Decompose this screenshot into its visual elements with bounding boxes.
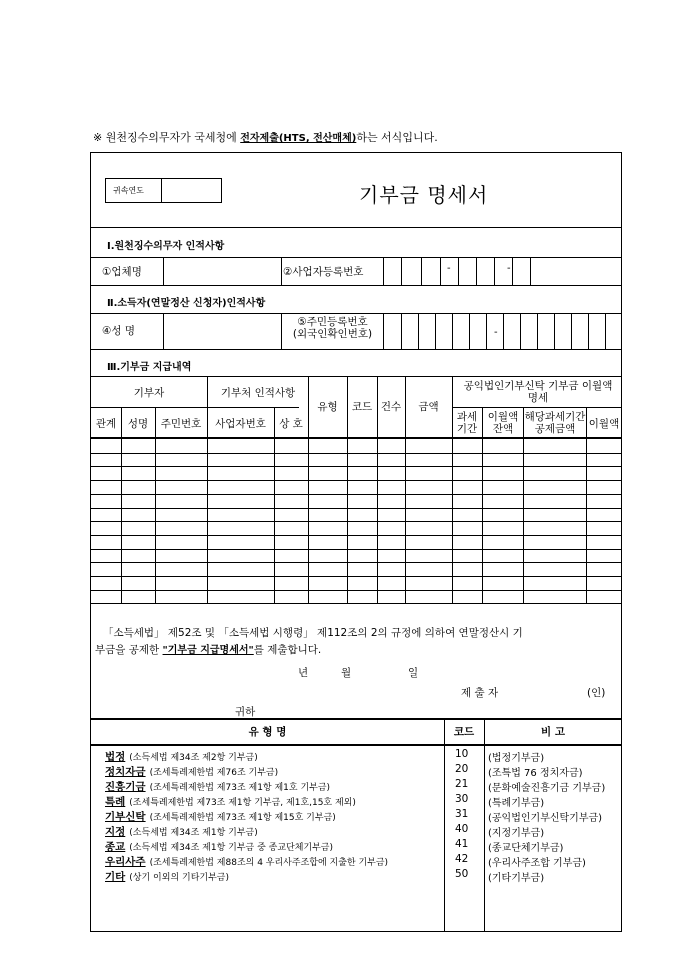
type-desc: (조세특례제한법 제73조 제1항 제1호 기부금)	[149, 783, 331, 793]
type-desc: (조세특례제한법 제76조 기부금)	[149, 768, 279, 778]
type-note: (특례기부금)	[488, 798, 545, 809]
grid-row-line	[91, 453, 622, 454]
section1-title: Ⅰ.원천징수의무자 인적사항	[107, 241, 225, 252]
type-name: 지정	[105, 826, 126, 838]
date-year: 년	[298, 667, 309, 679]
c-deduct: 해당과세기간공제금액	[524, 411, 586, 435]
type-note: (법정기부금)	[488, 753, 545, 764]
type-name: 우리사주	[105, 856, 146, 868]
type-code: 30	[455, 793, 469, 805]
type-note: (조특법 76 정치자금)	[488, 768, 583, 779]
company-field[interactable]	[164, 258, 281, 284]
type-row	[105, 854, 388, 869]
type-code: 21	[455, 778, 469, 790]
type-row	[105, 824, 258, 839]
grid-row-line	[91, 494, 622, 495]
type-code: 20	[455, 763, 469, 775]
c-carry: 이월액잔액	[487, 411, 519, 435]
h-code: 코드	[351, 401, 373, 413]
grid-row-line	[91, 466, 622, 467]
type-name: 기부신탁	[105, 811, 146, 823]
grid-row-line	[91, 590, 622, 591]
type-note: (지정기부금)	[488, 828, 545, 839]
company-label: ①업체명	[102, 266, 142, 278]
type-name: 진흥기금	[105, 781, 146, 793]
section3-title: Ⅲ.기부금 지급내역	[107, 362, 192, 373]
rrn-field[interactable]	[384, 314, 622, 348]
grid-row-line	[91, 562, 622, 563]
year-box[interactable]	[105, 178, 222, 203]
type-row	[105, 809, 336, 824]
date-day: 일	[408, 667, 419, 679]
grid-row-line	[91, 480, 622, 481]
grid-row-line	[91, 521, 622, 522]
h-amount: 금액	[418, 401, 439, 413]
type-name: 특례	[105, 796, 126, 808]
type-row	[105, 749, 258, 764]
tt-h-note: 비 고	[541, 726, 565, 738]
type-code: 42	[455, 853, 469, 865]
declaration-line1: 「소득세법」 제52조 및 「소득세법 시행령」 제112조의 2의 규정에 의하여 연말정산시 기	[103, 627, 523, 639]
type-note: (기타기부금)	[488, 873, 545, 884]
type-code: 10	[455, 748, 469, 760]
c-bizno: 사업자번호	[215, 418, 266, 430]
type-desc: (소득세법 제34조 제2항 기부금)	[129, 753, 258, 763]
type-code: 50	[455, 868, 469, 880]
date-month: 월	[341, 667, 352, 679]
type-note: (공익법인기부신탁기부금)	[488, 813, 603, 824]
bizno-label: ②사업자등록번호	[283, 266, 364, 278]
type-name: 종교	[105, 841, 126, 853]
bizno-field[interactable]	[384, 258, 622, 284]
name-field[interactable]	[164, 314, 281, 348]
notice-text: ※ 원천징수의무자가 국세청에 전자제출(HTS, 전산매체)하는 서식입니다.	[93, 131, 438, 144]
type-code: 40	[455, 823, 469, 835]
type-name: 법정	[105, 751, 126, 763]
seal-mark: (인)	[587, 687, 606, 699]
grid-row-line	[91, 535, 622, 536]
h-type: 유형	[317, 401, 338, 413]
submitter-label: 제 출 자	[461, 687, 499, 699]
grid-row-line	[91, 576, 622, 577]
c-period: 과세기간	[456, 411, 478, 435]
type-row	[105, 794, 356, 809]
type-desc: (상기 이외의 기타기부금)	[129, 873, 229, 883]
h-recipient: 기부처 인적사항	[220, 387, 296, 399]
section2-title: Ⅱ.소득자(연말정산 신청자)인적사항	[107, 298, 266, 309]
year-label: 귀속연도	[113, 186, 144, 195]
c-trade: 상 호	[279, 418, 303, 430]
c-relation: 관계	[95, 418, 117, 430]
c-next: 이월액	[588, 418, 620, 430]
c-name: 성명	[127, 418, 149, 430]
type-desc: (소득세법 제34조 제1항 기부금)	[129, 828, 258, 838]
type-name: 정치자금	[105, 766, 146, 778]
type-code: 31	[455, 808, 469, 820]
type-desc: (소득세법 제34조 제1항 기부금 중 종교단체기부금)	[129, 843, 333, 853]
type-note: (우리사주조합 기부금)	[488, 858, 586, 869]
type-name: 기타	[105, 871, 126, 883]
h-count: 건수	[380, 401, 402, 413]
tt-h-type: 유 형 명	[248, 726, 287, 738]
h-trust: 공익법인기부신탁 기부금 이월액 명세	[463, 380, 613, 404]
type-row	[105, 764, 278, 779]
form-frame: 귀속연도 기부금 명세서 Ⅰ.원천징수의무자 인적사항 ①업체명 ②사업자등록번호 - - Ⅱ.소득자(연말정산 신청자)인적사항 ④성 명 ⑤주민등록번호 (외국인확인번호) - Ⅲ.기부금 지급내역 기부자 기부처 인적사항 유형 코드 건수 금액 공익법인기부신탁 기부금 이월액 명세 관계 성명 주민번호 사업자번호 상 호 과세기간 이월액잔액 해당과세기간공제금액 이월액 「소득세법」 제52조 및 「소득세법 시행령」 제112조의 2의 규정에 의하여 연말정산시 기 부금을 공제한 "기부금 지급명세서"를 제출합니다. 년 월 일 제 출 자 (인) 귀하 유 형 명 코드 비 고 법정 (소득세법 제34조 제2항 기부금) 10 (법정기부금) 정치자금 (조세특례제한법 제76조 기부금) 20 (조특법 76 정치자금) 진흥기금 (조세특례제한법 제73조 제1항 제1호 기부금) 21 (문화예술진흥기금 기부금) 특례 (조세특례제한법 제73조 제1항 기부금, 제1호,15호 제외) 30 (특례기부금) 기부신탁 (조세특례제한법 제73조 제1항 제15호 기부금) 31 (공익법인기부신탁기부금) 지정 (소득세법 제34조 제1항 기부금) 40 (지정기부금) 종교 (소득세법 제34조 제1항 기부금 중 종교단체기부금) 41 (종교단체기부금) 우리사주 (조세특례제한법 제88조의 4 우리사주조합에 지출한 기부금) 42 (우리사주조합 기부금) 기타 (상기 이외의 기타기부금) 50 (기타기부금)	[90, 152, 622, 932]
type-note: (종교단체기부금)	[488, 843, 564, 854]
tt-h-code: 코드	[453, 726, 475, 738]
type-desc: (조세특례제한법 제73조 제1항 제15호 기부금)	[149, 813, 336, 823]
form-title: 기부금 명세서	[359, 183, 489, 207]
name-label: ④성 명	[102, 325, 136, 337]
grid-row-line	[91, 549, 622, 550]
declaration-line2: 부금을 공제한 "기부금 지급명세서"를 제출합니다.	[95, 644, 322, 656]
recipient-honorific: 귀하	[235, 706, 256, 718]
type-desc: (조세특례제한법 제73조 제1항 기부금, 제1호,15호 제외)	[129, 798, 356, 808]
c-rrn: 주민번호	[160, 418, 202, 430]
rrn-label: ⑤주민등록번호 (외국인확인번호)	[292, 316, 373, 340]
type-code: 41	[455, 838, 469, 850]
type-desc: (조세특례제한법 제88조의 4 우리사주조합에 지출한 기부금)	[149, 858, 389, 868]
grid-row-line	[91, 508, 622, 509]
type-note: (문화예술진흥기금 기부금)	[488, 783, 606, 794]
type-row	[105, 779, 330, 794]
type-row	[105, 869, 229, 884]
type-row	[105, 839, 333, 854]
h-donor: 기부자	[133, 387, 165, 399]
